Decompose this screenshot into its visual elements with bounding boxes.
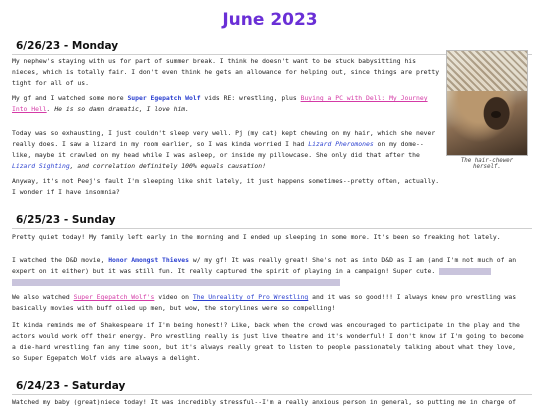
entry-0626-paragraph-3	[12, 128, 440, 172]
photo-cat-eye	[491, 111, 501, 118]
text: on my dome--like, maybe it crawled on my head while I was asleep, or inside my pillowcase. She only did that after the	[12, 140, 424, 159]
cat-photo-figure	[446, 50, 528, 170]
lizard-pheromones-link[interactable]: Lizard Pheromones	[308, 140, 374, 148]
super-egepatch-wolf-link[interactable]: Super Egepatch Wolf	[127, 94, 201, 102]
text: . He is so damn dramatic, I love him.	[46, 105, 189, 113]
page-title: June 2023	[222, 10, 318, 30]
entry-0625-paragraph-1: Pretty quiet today! My family left early in the morning and I ended up sleeping in some more. It's been so freaking hot lately.	[12, 233, 501, 241]
text: I watched the D&D movie,	[12, 256, 109, 264]
entry-heading-0626: 6/26/23 - Monday	[12, 40, 532, 55]
entry-heading-0625: 6/25/23 - Sunday	[12, 214, 532, 229]
text: video on	[154, 293, 193, 301]
text: Today was so exhausting, I just couldn't sleep very well. Pj (my cat) kept chewing on my hair, which she never really does. I saw a lizard in my room earlier, so I was kinda worried I had	[12, 129, 436, 148]
entry-0625-paragraph-2	[12, 255, 524, 288]
honor-amongst-thieves-link[interactable]: Honor Amongst Thieves	[108, 256, 189, 264]
entry-0625-paragraph-3	[12, 292, 524, 314]
lizard-sighting-link[interactable]: Lizard Sighting	[12, 162, 70, 170]
dell-journey-link[interactable]: Buying a PC with Dell: My Journey Into Hell	[12, 94, 428, 113]
entry-0626-paragraph-1: My nephew's staying with us for part of summer break. I think he doesn't want to be stuck babysitting his nieces, which is totally fair. I don't even think he gets an allowance for helping out, since things are pretty tight for all of us.	[12, 57, 440, 87]
text: My gf and I watched some more	[12, 94, 128, 102]
cat-photo[interactable]	[446, 50, 528, 156]
super-egepatch-wolf-link[interactable]: Super Egepatch Wolf's	[73, 293, 155, 301]
entry-0626-paragraph-4: Anyway, it's not Peej's fault I'm sleeping like shit lately, it just happens sometimes--pretty often, actually. I wonder if I have insomnia?	[12, 177, 440, 196]
spoiler-block[interactable]	[439, 268, 491, 275]
unreality-of-pro-wrestling-link[interactable]: The Unreality of Pro Wrestling	[192, 293, 309, 301]
text: vids RE: wrestling, plus	[200, 94, 301, 102]
photo-hat-detail	[447, 51, 527, 91]
photo-caption: The hair-chewer herself.	[460, 158, 514, 170]
entry-0626-paragraph-2	[12, 93, 440, 115]
text: w/ my gf! It was really great! She's not as into D&D as I am (and I'm not much of an expert on it either) but it was still fun. It really captured the spirit of playing in a campaign! Super cute.	[12, 256, 517, 275]
text: We also watched	[12, 293, 74, 301]
entry-heading-0624: 6/24/23 - Saturday	[12, 380, 532, 395]
text: and it was so good!!! I always knew pro wrestling was basically movies with buff oiled up men, but wow, the storylines were so compelling!	[12, 293, 517, 312]
entry-0624-paragraph-1: Watched my baby (great)niece today! It was incredibly stressful--I'm a really anxious person in general, so putting me in charge of	[12, 398, 517, 406]
entry-0625-paragraph-4: It kinda reminds me of Shakespeare if I'm being honest!? Like, back when the crowd was encouraged to participate in the play and the actors would work off their energy. Pro wrestling really is just live theatre and it's wonderful! I don't know if I'm going to become a die-hard wrestling fan any time soon, but it's always really great to listen to people passionately talking about what they love, so Super Egepatch Wolf vids are always a delight.	[12, 321, 524, 362]
text: , and correlation definitely 100% equals causation!	[69, 162, 266, 170]
spoiler-block[interactable]	[12, 279, 340, 286]
